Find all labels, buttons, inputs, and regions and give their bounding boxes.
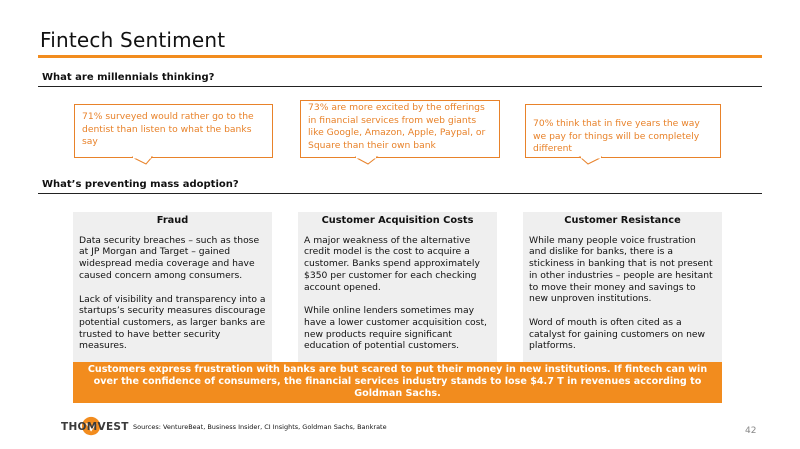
section-heading-adoption: What’s preventing mass adoption? xyxy=(42,179,239,190)
page-number: 42 xyxy=(745,426,757,436)
panel-customer-resistance xyxy=(523,212,722,362)
callout-stat-1-text: 71% surveyed would rather go to the dentist than listen to what the banks say xyxy=(82,111,254,147)
callout-stat-3-text: 70% think that in five years the way we pay for things will be completely different xyxy=(533,118,700,154)
summary-banner-text: Customers express frustration with banks are but scared to put their money in new institutions. If fintech can win over the confidence of consumers, the financial services industry stands to lose $4.7 T in revenues according to Goldman Sachs. xyxy=(87,364,708,400)
panel-fraud-paragraph-1: Data security breaches – such as those at JP Morgan and Target – gained widespread media coverage and have caused concern among consumers. xyxy=(79,234,260,281)
panel-customer-resistance-title: Customer Resistance xyxy=(564,215,681,226)
panel-customer-resistance-paragraph-2: Word of mouth is often cited as a catalyst for gaining customers on new platforms. xyxy=(529,316,706,352)
panel-acquisition-costs-paragraph-2: While online lenders sometimes may have a lower customer acquisition cost, new products require significant education of potential customers. xyxy=(304,305,487,352)
panel-acquisition-costs-title: Customer Acquisition Costs xyxy=(321,215,474,226)
callout-tail-2 xyxy=(355,157,377,164)
slide-title: Fintech Sentiment xyxy=(40,28,226,52)
panel-fraud-paragraph-2: Lack of visibility and transparency into a startups’s security measures discourage potential customers, as larger banks are trusted to have better security measures. xyxy=(79,293,266,352)
panel-fraud-title: Fraud xyxy=(156,215,189,226)
section-divider xyxy=(38,193,762,194)
callout-stat-2-text: 73% are more excited by the offerings in financial services from web giants like Google, Amazon, Apple, Paypal, or Square than their own bank xyxy=(308,102,486,151)
panel-customer-resistance-paragraph-1: While many people voice frustration and dislike for banks, there is a stickiness in banking that is not present in other industries – people are hesitant to move their money and savings to new unproven institutions. xyxy=(529,234,713,305)
section-heading-millennials: What are millennials thinking? xyxy=(42,72,215,83)
panel-acquisition-costs xyxy=(298,212,497,362)
summary-banner xyxy=(73,362,722,403)
sources-note: Sources: VentureBeat, Business Insider, CI Insights, Goldman Sachs, Bankrate xyxy=(133,423,387,431)
thomvest-logo-text: THOMVEST xyxy=(61,421,129,433)
callout-tail-1 xyxy=(132,157,152,164)
panel-acquisition-costs-paragraph-1: A major weakness of the alternative credit model is the cost to acquire a customer. Banks spend approximately $350 per customer for each checking account opened. xyxy=(304,234,480,293)
panel-fraud xyxy=(73,212,272,362)
callout-tail-3 xyxy=(580,157,602,164)
